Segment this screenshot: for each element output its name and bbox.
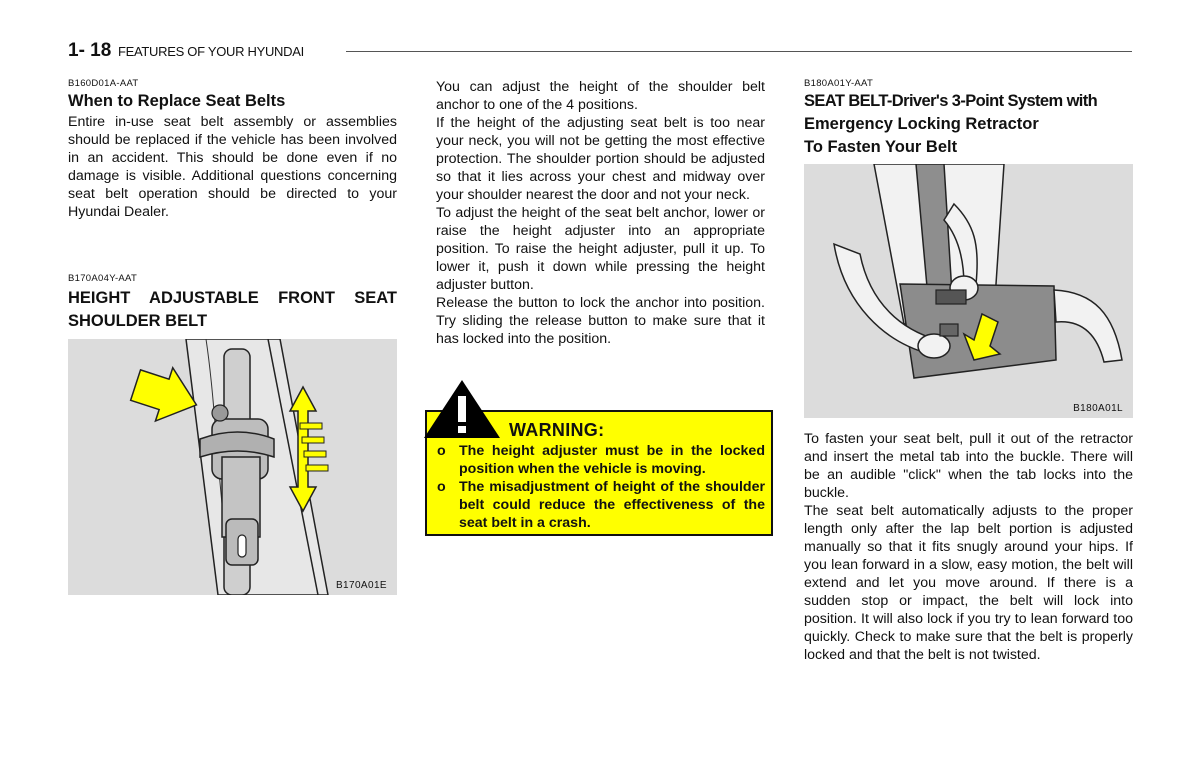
warning-triangle-icon [422,378,502,440]
section-title: FEATURES OF YOUR HYUNDAI [118,44,304,59]
warning-bullet: o [437,479,446,495]
section-heading: To Fasten Your Belt [804,138,958,156]
body-paragraph: To adjust the height of the seat belt anchor, lower or raise the height adjuster into an appropriate position. To raise the height adjuster, pull it up. To lower it, push it down while pressing the height adjuster button. [436,205,765,293]
body-paragraph: Entire in-use seat belt assembly or assemblies should be replaced if the vehicle has been involved in an accident. This should be done even if no damage is visible. Additional questions concerning seat belt operation should be directed to your Hyundai Dealer. [68,114,397,220]
column-left [68,78,397,595]
warning-text: The height adjuster must be in the locked position when the vehicle is moving. [459,443,765,477]
warning-text: The misadjustment of height of the shoulder belt could reduce the effectiveness of the seat belt in a crash. [459,479,765,531]
column-right [804,78,1133,664]
page-number: 1- 18 [68,40,112,61]
warning-title: WARNING: [509,420,605,440]
section-heading: When to Replace Seat Belts [68,92,286,110]
fasten-belt-illustration [804,164,1133,418]
body-paragraph: The seat belt automatically adjusts to the proper length only after the lap belt portion is adjusted manually so that it fits snugly around your hips. If you lean forward in a slow, easy motion, the belt will extend and let you move around. If there is a sudden stop or impact, the belt will lock into position. It will also lock if you try to lean forward too quickly. Check to make sure that the belt is properly locked and that the belt is not twisted. [804,503,1133,663]
warning-bullet: o [437,443,446,459]
section-code: B180A01Y-AAT [804,78,874,89]
section-code: B160D01A-AAT [68,78,139,89]
warning-list [437,442,765,532]
figure-code: B170A01E [335,580,387,591]
body-paragraph: Release the button to lock the anchor into position. Try sliding the release button to make sure that it has locked into the position. [436,295,765,347]
column-middle [436,78,765,348]
height-adjuster-illustration [68,339,397,595]
warning-item [437,442,765,478]
body-paragraph: If the height of the adjusting seat belt is too near your neck, you will not be getting the most effective protection. The shoulder portion should be adjusted so that it lies across your chest and midway over your shoulder nearest the door and not your neck. [436,115,765,203]
section-heading: HEIGHT ADJUSTABLE FRONT SEAT [68,289,397,307]
header-rule [346,51,1132,52]
driver-fastening-belt-image [804,164,1133,418]
section-heading: SHOULDER BELT [68,312,208,330]
body-paragraph: To fasten your seat belt, pull it out of the retractor and insert the metal tab into the buckle. There will be an audible "click" when the tab locks into the buckle. [804,431,1133,501]
section-code: B170A04Y-AAT [68,273,138,284]
section-heading: Emergency Locking Retractor [804,115,1039,133]
warning-item [437,478,765,532]
figure-code: B180A01L [1073,403,1123,414]
section-heading: SEAT BELT-Driver's 3-Point System with [804,92,1098,110]
page-header [68,40,1132,62]
body-paragraph: You can adjust the height of the shoulder belt anchor to one of the 4 positions. [436,79,765,113]
shoulder-belt-adjuster-image [68,339,397,595]
